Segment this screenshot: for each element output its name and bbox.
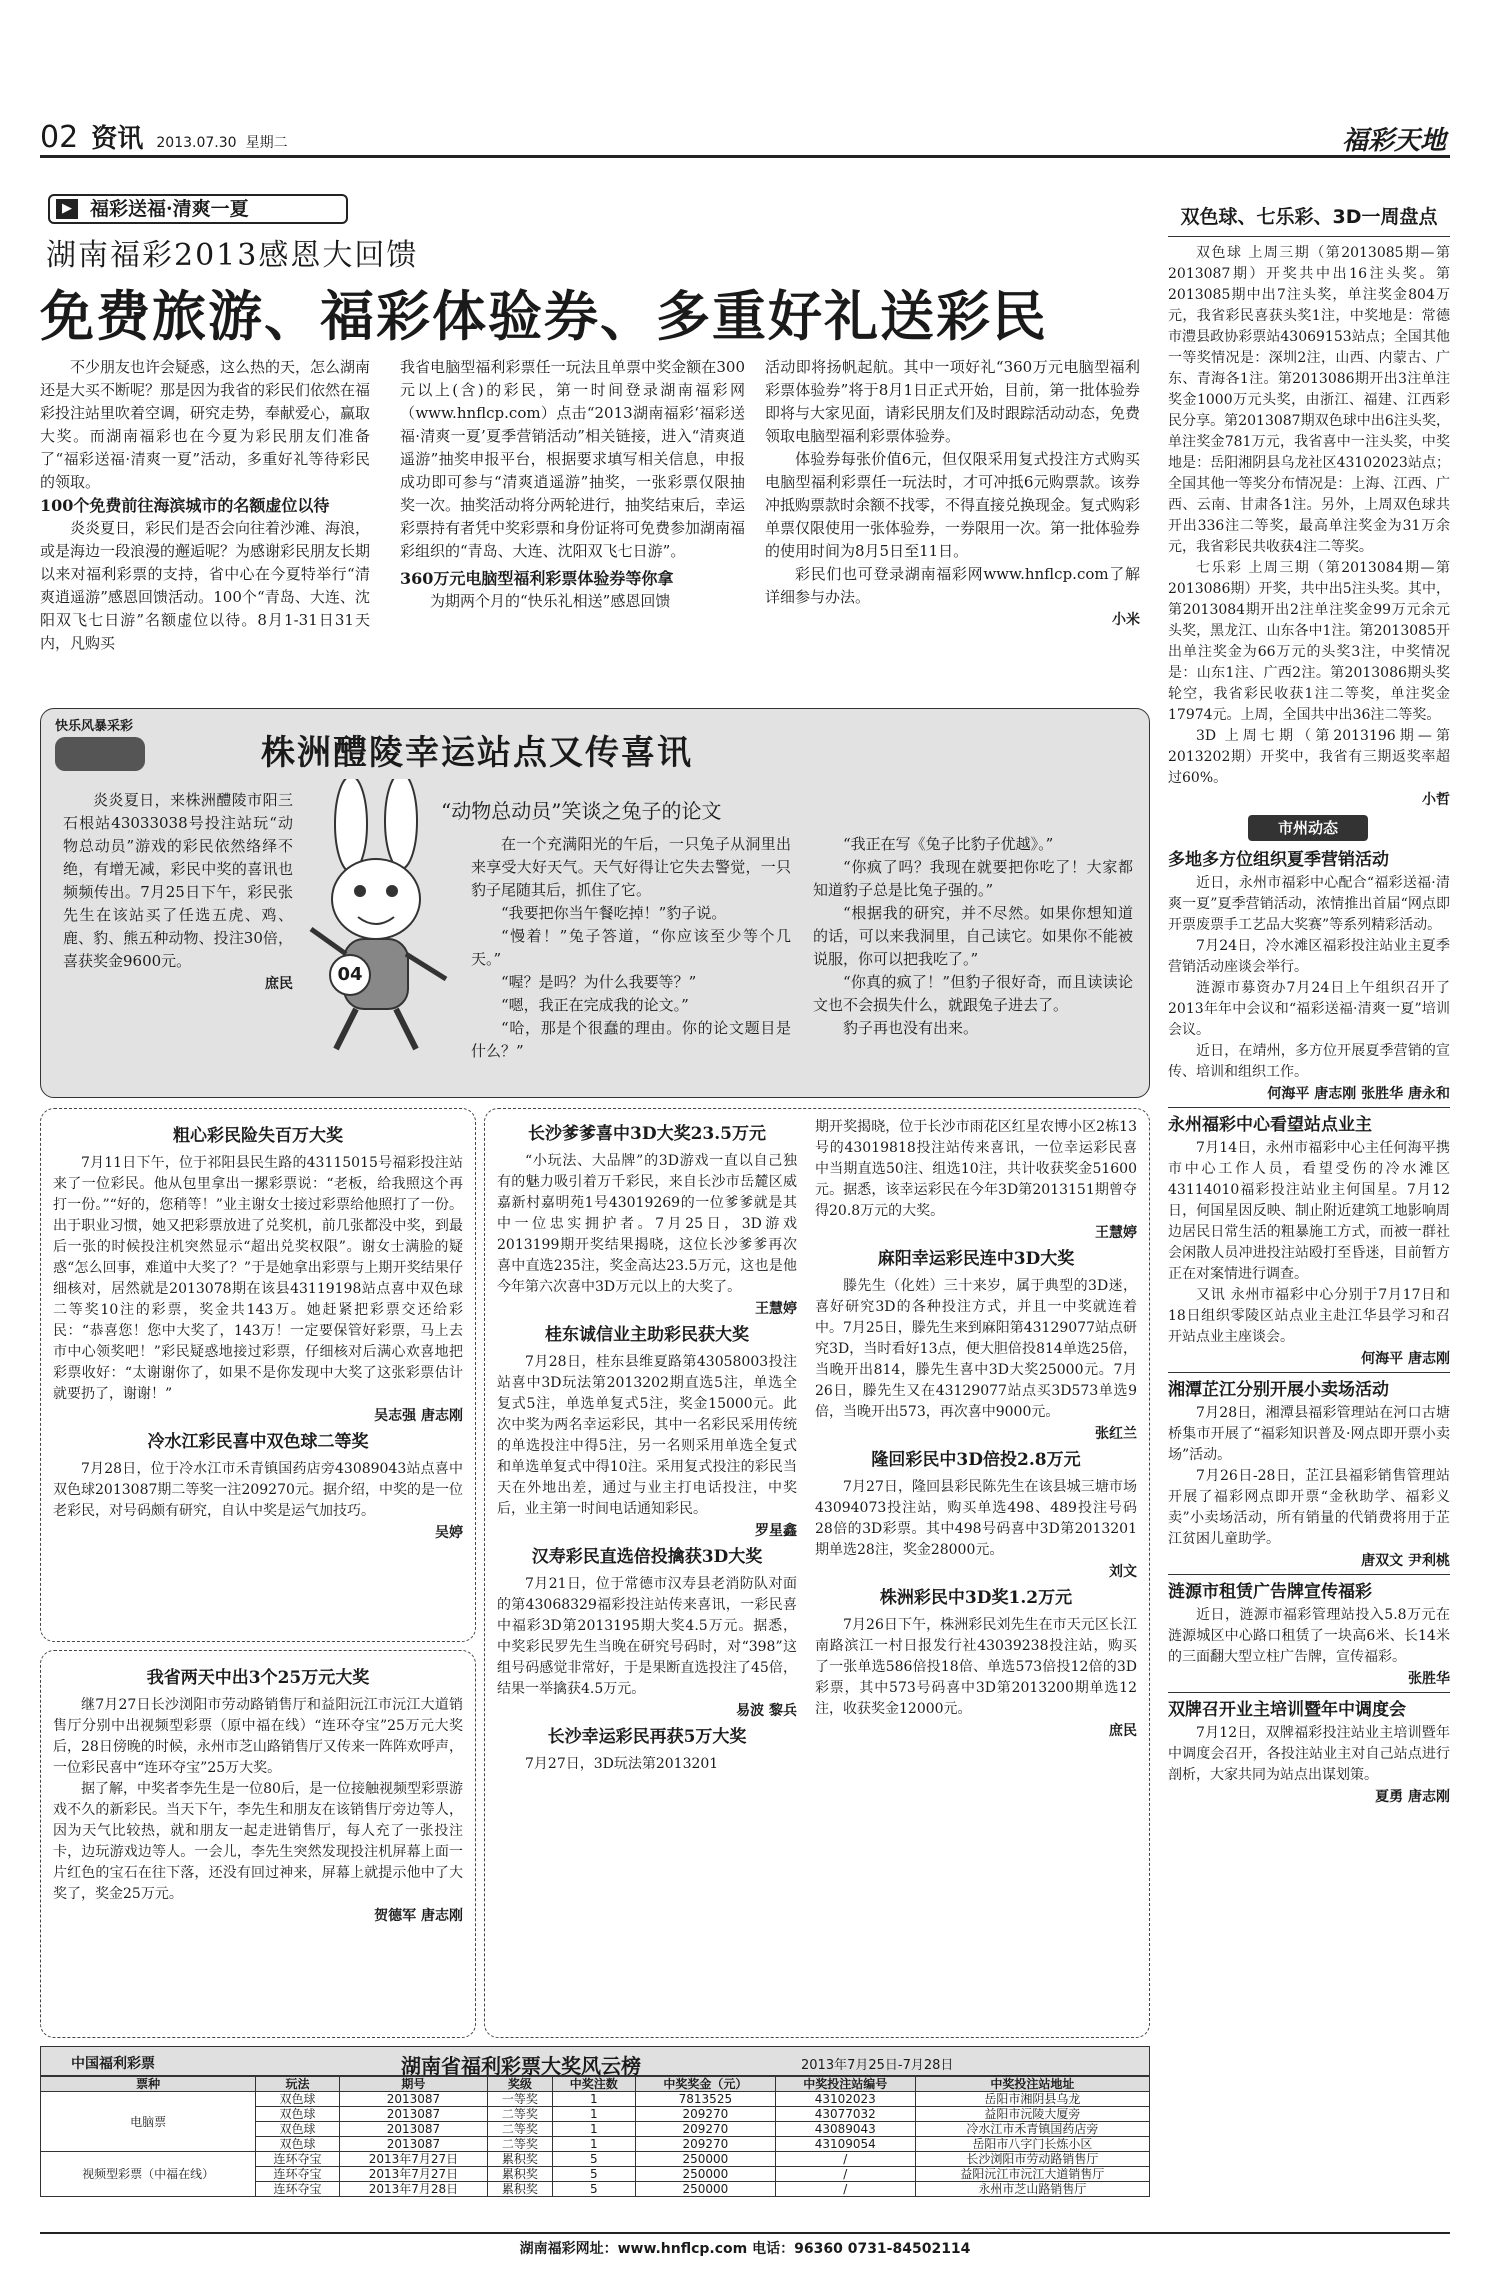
table-cell: 7813525 (635, 2092, 775, 2107)
article-para: 7月26日下午，株洲彩民刘先生在市天元区长江南路滨江一村日报发行社43039238投注站，购买了一张单选586倍投18倍、单选573倍投12倍的3D彩票，其中573号码喜中3D第2013200期单选12注，收获奖金12000元。 (815, 1617, 1137, 1717)
table-cell: 5 (552, 2167, 635, 2182)
feature-tag: 快乐风暴采彩 (55, 719, 134, 734)
table-cell: 43089043 (775, 2122, 915, 2137)
article-title: 麻阳幸运彩民连中3D大奖 (877, 1249, 1075, 1269)
sidebar-para: 7月14日，永州市福彩中心主任何海平携市中心工作人员，看望受伤的冷水滩区43114010福彩投注站业主何国星。7月12日，何国星因反映、制止附近建筑工地影响周边居民日常生活的粗暴施工方式，而被一群社会闲散人员冲进投注站殴打至昏迷，目前暂方正在对案情进行调查。 (1168, 1140, 1450, 1282)
table-cell: 43077032 (775, 2107, 915, 2122)
article-title: 汉寿彩民直选倍投擒获3D大奖 (531, 1547, 763, 1567)
promo-col1-para2: 炎炎夏日，彩民们是否会向往着沙滩、海浪，或是海边一段浪漫的邂逅呢？为感谢彩民朋友长期以来对福利彩票的支持，省中心在今夏特举行“清爽逍遥游”感恩回馈活动。100个“青岛、大连、沈阳双飞七日游”名额虚位以待。8月1-31日31天内，凡购买 (40, 519, 371, 652)
table-cell: 一等奖 (488, 2092, 552, 2107)
article-title: 我省两天中出3个25万元大奖 (146, 1668, 370, 1688)
table-cell: 1 (552, 2137, 635, 2152)
article-para: 7月21日，位于常德市汉寿县老消防队对面的第43068329福彩投注站传来喜讯，一彩民喜中福彩3D第2013195期大奖4.5万元。据悉，中奖彩民罗先生当晚在研究号码时，对“398”这组号码感觉非常好，于是果断直选投注了45倍，结果一举擒获4.5万元。 (497, 1576, 797, 1697)
sidebar-title: 双牌召开业主培训暨年中调度会 (1168, 1700, 1406, 1720)
issue-date: 2013.07.30 (156, 135, 237, 151)
sidebar-para: 近日，涟源市福彩管理站投入5.8万元在涟源城区中心路口租赁了一块高6米、长14米的三面翻大型立柱广告牌，宣传福彩。 (1168, 1607, 1450, 1665)
table-cell: 长沙浏阳市劳动路销售厅 (915, 2152, 1149, 2167)
table-date-range: 2013年7月25日-7月28日 (801, 2058, 954, 2073)
sidebar-author: 小哲 (1422, 792, 1450, 808)
promo-author: 小米 (1112, 612, 1140, 628)
article-para: 7月28日，位于冷水江市禾青镇国药店旁43089043站点喜中双色球2013087期二等奖一注209270元。据介绍，中奖的是一位老彩民，对号码颇有研究，自认中奖是运气加技巧。 (53, 1461, 463, 1519)
story-para: “我正在写《兔子比豹子优越》。” (843, 835, 1054, 853)
table-cell: 209270 (635, 2107, 775, 2122)
table-cell: / (775, 2182, 915, 2197)
ticket-type-cell: 视频型彩票（中福在线） (41, 2152, 256, 2197)
table-cell: 连环夺宝 (256, 2167, 339, 2182)
news-box-3d (484, 1108, 1150, 2038)
weekday: 星期二 (245, 135, 288, 151)
story-para: “哈，那是个很蠢的理由。你的论文题目是什么？” (471, 1019, 791, 1060)
promo-col2-para2: 为期两个月的“快乐礼相送”感恩回馈 (430, 592, 671, 610)
article-para: 7月28日，桂东县维夏路第43058003投注站喜中3D玩法第2013202期直选5注，单选全复式5注，单选单复式5注，奖金15000元。此次中奖为两名幸运彩民，其中一名彩民采用传统的单选投注中得5注，另一名则采用单选全复式和单选单复式中得10注。采用复式投注的彩民当天在外地出差，通过与业主打电话投注，中奖后，业主第一时间电话通知彩民。 (497, 1354, 797, 1517)
table-title: 湖南省福利彩票大奖风云榜 (401, 2054, 641, 2078)
table-cell: 5 (552, 2152, 635, 2167)
article-para: 7月27日，3D玩法第2013201 (525, 1756, 719, 1772)
sidebar-para: 7月24日，冷水滩区福彩投注站业主夏季营销活动座谈会举行。 (1168, 938, 1450, 975)
table-cell: 209270 (635, 2137, 775, 2152)
story-para: “你疯了吗？我现在就要把你吃了！大家都知道豹子总是比兔子强的。” (813, 858, 1133, 899)
table-cell: 二等奖 (488, 2137, 552, 2152)
sidebar-author: 何海平 唐志刚 张胜华 唐永和 (1267, 1086, 1450, 1102)
table-cell: 2013087 (339, 2092, 487, 2107)
sidebar-para: 7月26日-28日，芷江县福彩销售管理站开展了福彩网点即开票“金秋助学、福彩义卖”小卖场活动，所有销量的代销费将用于芷江贫困儿童助学。 (1168, 1468, 1450, 1547)
table-cell: 双色球 (256, 2092, 339, 2107)
table-cell: 双色球 (256, 2107, 339, 2122)
col-header: 玩法 (256, 2077, 339, 2092)
promo-col3-para: 活动即将扬帆起航。其中一项好礼“360万元电脑型福利彩票体验券”将于8月1日正式开始，目前，第一批体验券即将与大家见面，请彩民朋友们及时跟踪活动动态，免费领取电脑型福利彩票体验券。 (765, 358, 1141, 445)
promo-title: 免费旅游、福彩体验券、多重好礼送彩民 (40, 284, 1048, 348)
story-para: “嗯，我正在完成我的论文。” (501, 996, 689, 1014)
story-para: “我要把你当午餐吃掉！”豹子说。 (501, 904, 727, 922)
zhuzhou-left-para: 炎炎夏日，来株洲醴陵市阳三石根站43033038号投注站玩“动物总动员”游戏的彩民依然络绎不绝，有增无减，彩民中奖的喜讯也频频传出。7月25日下午，彩民张先生在该站买了任选五虎、鸡、鹿、豹、熊五种动物、投注30倍，喜获奖金9600元。 (63, 791, 293, 970)
article-title: 冷水江彩民喜中双色球二等奖 (147, 1432, 369, 1452)
sidebar-para: 又讯 永州市福彩中心分别于7月17日和18日组织零陵区站点业主赴江华县学习和召开站点业主座谈会。 (1168, 1287, 1450, 1345)
table-cell: 岳阳市八字门长炼小区 (915, 2137, 1149, 2152)
table-cell: 双色球 (256, 2137, 339, 2152)
masthead-logo: 福彩天地 (1341, 126, 1446, 156)
sidebar-author: 唐双文 尹利桃 (1361, 1553, 1450, 1569)
table-cell: 2013年7月28日 (339, 2182, 487, 2197)
page-number: 02 (40, 120, 79, 155)
article-para: 7月11日下午，位于祁阳县民生路的43115015号福彩投注站来了一位彩民。他从包里拿出一摞彩票说：“老板，给我照这个再打一份。”“好的，您稍等！”业主谢女士接过彩票给他照打了一份。出于职业习惯，她又把彩票放进了兑奖机，前几张都没中奖，到最后一张的时候投注机突然显示“超出兑奖权限”。谢女士满脸的疑惑“怎么回事，难道中大奖了？”于是她拿出彩票与上期开奖结果仔细核对，居然就是2013078期在该县43119198站点喜中双色球二等奖10注的彩票，奖金共143万。她赶紧把彩票交还给彩民：“恭喜您！您中大奖了，143万！一定要保管好彩票，马上去市中心领奖吧！”彩民疑惑地接过彩票，仔细核对后满心欢喜地把彩票收好：“太谢谢你了，如果不是你发现中大奖了这张彩票估计就要扔了，谢谢！” (53, 1155, 463, 1402)
story-para: “喔？是吗？为什么我要等？” (501, 973, 697, 991)
table-cell: 累积奖 (488, 2182, 552, 2197)
article-title: 长沙幸运彩民再获5万大奖 (547, 1727, 747, 1747)
promo-article (40, 190, 1150, 690)
table-cell: 1 (552, 2092, 635, 2107)
page-footer: 湖南福彩网址：www.hnflcp.com 电话：96360 0731-84502114 (40, 2232, 1450, 2258)
table-cell: 1 (552, 2122, 635, 2137)
promo-col2-para: 我省电脑型福利彩票任一玩法且单票中奖金额在300元以上(含)的彩民，第一时间登录湖南福彩网（www.hnflcp.com）点击“2013湖南福彩‘福彩送福·清爽一夏’夏季营销活动”相关链接，进入“清爽逍遥游”抽奖申报平台，根据要求填写相关信息，申报成功即可参与“清爽逍遥游”抽奖，一张彩票仅限抽奖一次。抽奖活动将分两轮进行，抽奖结束后，幸运彩票持有者凭中奖彩票和身份证将可免费参加湖南福彩组织的“青岛、大连、沈阳双飞七日游”。 (400, 358, 746, 560)
table-cell: 2013年7月27日 (339, 2152, 487, 2167)
right-sidebar (1168, 198, 1450, 2078)
col-header: 中奖投注站地址 (915, 2077, 1149, 2092)
table-cell: 岳阳市湘阴县乌龙 (915, 2092, 1149, 2107)
table-cell: 209270 (635, 2122, 775, 2137)
article-title: 桂东诚信业主助彩民获大奖 (545, 1325, 749, 1345)
article-author: 易波 黎兵 (736, 1703, 797, 1719)
city-news-band: 市州动态 (1248, 815, 1368, 841)
article-author: 吴志强 唐志刚 (374, 1408, 463, 1424)
article-author: 庶民 (1109, 1723, 1137, 1739)
sidebar-author: 夏勇 唐志刚 (1375, 1789, 1450, 1805)
story-para: “你真的疯了！”但豹子很好奇，而且读读论文也不会损失什么，就跟兔子进去了。 (813, 973, 1133, 1014)
zhuzhou-subtitle: “动物总动员”笑谈之兔子的论文 (441, 799, 722, 823)
sidebar-para: 7月12日，双牌福彩投注站业主培训暨年中调度会召开，各投注站业主对自己站点进行剖析，大家共同为站点出谋划策。 (1168, 1725, 1450, 1783)
promo-col3-para3: 彩民们也可登录湖南福彩网www.hnflcp.com了解详细参与办法。 (765, 565, 1140, 606)
table-cell: 益阳沅江市沅江大道销售厅 (915, 2167, 1149, 2182)
table-cell: 二等奖 (488, 2122, 552, 2137)
story-para: 在一个充满阳光的午后，一只兔子从洞里出来享受大好天气。天气好得让它失去警觉，一只豹子尾随其后，抓住了它。 (471, 835, 791, 899)
article-title: 株洲彩民中3D奖1.2万元 (879, 1588, 1073, 1608)
col-header: 期号 (339, 2077, 487, 2092)
jackpot-table-section (40, 2046, 1150, 2206)
promo-banner: ▶ 福彩送福·清爽一夏 (48, 194, 348, 224)
table-cell: 250000 (635, 2167, 775, 2182)
table-cell: 累积奖 (488, 2167, 552, 2182)
col-header: 中奖投注站编号 (775, 2077, 915, 2092)
sidebar-title: 涟源市租赁广告牌宣传福彩 (1168, 1582, 1372, 1602)
table-cell: 2013087 (339, 2137, 487, 2152)
article-title: 隆回彩民中3D倍投2.8万元 (871, 1450, 1081, 1470)
ticket-type-cell: 电脑票 (41, 2092, 256, 2152)
table-cell: 2013087 (339, 2122, 487, 2137)
sidebar-title: 湘潭芷江分别开展小卖场活动 (1168, 1380, 1389, 1400)
article-title: 长沙爹爹喜中3D大奖23.5万元 (528, 1124, 766, 1144)
story-para: “慢着！”兔子答道，“你应该至少等个几天。” (471, 927, 791, 968)
promo-col3-para2: 体验券每张价值6元，但仅限采用复式投注方式购买电脑型福利彩票任一玩法时，才可冲抵6元购票款。该券冲抵购票款时余额不找零，不得直接兑换现金。复式购彩单票仅限使用一张体验券，一券限用一次。第一批体验券的使用时间为8月5日至11日。 (765, 450, 1141, 560)
promo-subtitle: 湖南福彩2013感恩大回馈 (46, 238, 419, 273)
article-author: 罗星鑫 (755, 1523, 797, 1539)
table-cell: 250000 (635, 2152, 775, 2167)
article-author: 刘文 (1109, 1564, 1137, 1580)
article-author: 吴婷 (435, 1525, 463, 1541)
promo-col1-para: 不少朋友也许会疑惑，这么热的天，怎么湖南还是大买不断呢？那是因为我省的彩民们依然在福彩投注站里吹着空调，研究走势，奉献爱心，赢取大奖。而湖南福彩也在今夏为彩民朋友们准备了“福彩送福·清爽一夏”活动，多重好礼等待彩民的领取。 (40, 358, 371, 491)
article-para: 滕先生（化姓）三十来岁，属于典型的3D迷，喜好研究3D的各种投注方式，并且一中奖就连着中。7月25日，滕先生来到麻阳第43129077站点研究3D，当时看好13点，便大胆倍投814单选25倍，当晚开出814，滕先生喜中3D大奖25000元。7月26日，滕先生又在43129077站点买3D573单选9倍，当晚开出573，再次喜中9000元。 (815, 1278, 1137, 1420)
table-cell: / (775, 2152, 915, 2167)
col-header: 中奖注数 (552, 2077, 635, 2092)
promo-col2-head: 360万元电脑型福利彩票体验券等你拿 (400, 569, 674, 588)
table-row (41, 2152, 1150, 2167)
col-header: 中奖奖金（元） (635, 2077, 775, 2092)
table-cell: 1 (552, 2107, 635, 2122)
sidebar-title: 多地多方位组织夏季营销活动 (1168, 850, 1389, 870)
rabbit-illustration (296, 779, 456, 1059)
zhuzhou-title: 株洲醴陵幸运站点又传喜讯 (261, 733, 693, 773)
table-cell: 2013年7月27日 (339, 2167, 487, 2182)
feature-tag-logo (55, 737, 145, 771)
table-cell: 累积奖 (488, 2152, 552, 2167)
table-cell: 益阳市沅陵大厦旁 (915, 2107, 1149, 2122)
sidebar-para: 7月28日，湘潭县福彩管理站在河口古塘桥集市开展了“福彩知识普及·网点即开票小卖场”活动。 (1168, 1405, 1450, 1463)
news-box-a (40, 1108, 476, 1642)
table-cell: 43102023 (775, 2092, 915, 2107)
zhuzhou-feature (40, 708, 1150, 1098)
table-cell: 永州市芝山路销售厅 (915, 2182, 1149, 2197)
table-cell: 二等奖 (488, 2107, 552, 2122)
sidebar-para: 近日，在靖州，多方位开展夏季营销的宣传、培训和组织工作。 (1168, 1043, 1450, 1080)
col-header: 票种 (41, 2077, 256, 2092)
section-title: 资讯 (91, 124, 144, 154)
story-para: 豹子再也没有出来。 (843, 1019, 979, 1037)
sidebar-title: 永州福彩中心看望站点业主 (1168, 1115, 1372, 1135)
table-cell: 双色球 (256, 2122, 339, 2137)
sidebar-author: 何海平 唐志刚 (1361, 1351, 1450, 1367)
sidebar-para: 近日，永州市福彩中心配合“福彩送福·清爽一夏”夏季营销活动，浓情推出首届“网点即开票废票手工艺品大奖赛”等系列精彩活动。 (1168, 875, 1450, 933)
article-para: 据了解，中奖者李先生是一位80后，是一位接触视频型彩票游戏不久的新彩民。当天下午，李先生和朋友在该销售厅旁边等人，因为天气比较热，就和朋友一起走进销售厅，每人充了一张投注卡，边玩游戏边等人。一会儿，李先生突然发现投注机屏幕上面一片红色的宝石在往下落，还没有回过神来，屏幕上就提示他中了大奖了，奖金25万元。 (53, 1781, 463, 1902)
table-cell: / (775, 2167, 915, 2182)
page-header (40, 118, 1450, 158)
sidebar-para: 七乐彩 上周三期（第2013084期—第2013086期）开奖，共中出5注头奖。其中，第2013084期开出2注单注奖金99万元余元头奖，黑龙江、山东各中1注。第2013085开出单注奖金为66万元的头奖3注，中奖情况是：山东1注、广西2注。第2013086期头奖轮空，我省彩民收获1注二等奖，单注奖金17974元。上周，全国共中出36注二等奖。 (1168, 560, 1450, 723)
table-cell: 5 (552, 2182, 635, 2197)
article-para: 继7月27日长沙浏阳市劳动路销售厅和益阳沅江市沅江大道销售厅分别中出视频型彩票（原中福在线）“连环夺宝”25万元大奖后，28日傍晚的时候，永州市芝山路销售厅又传来一阵阵欢呼声，一位彩民喜中“连环夺宝”25万大奖。 (53, 1697, 463, 1776)
table-row (41, 2092, 1150, 2107)
table-cell: 冷水江市禾青镇国药店旁 (915, 2122, 1149, 2137)
play-icon: ▶ (56, 199, 78, 219)
article-para: 期开奖揭晓，位于长沙市雨花区红星农博小区2栋13号的43019818投注站传来喜讯，一位幸运彩民喜中当期直选50注、组选10注，共计收获奖金51600元。据悉，该幸运彩民在今年3D第2013151期曾夺得20.8万元的大奖。 (815, 1119, 1137, 1219)
article-author: 张红兰 (1095, 1426, 1137, 1442)
news-box-a2 (40, 1650, 476, 2038)
promo-col1-head: 100个免费前往海滨城市的名额虚位以待 (40, 496, 330, 515)
sidebar-para: 双色球 上周三期（第2013085期—第2013087期）开奖共中出16注头奖。第2013085期中出7注头奖，单注奖金804万元，我省彩民喜获头奖1注，中奖地是：常德市澧县政协彩票站43069153站点；全国其他一等奖情况是：深圳2注，山西、内蒙古、广东、青海各1注。第2013086期开出3注单注奖金1000万元头奖，由浙江、福建、江西彩民分享。第2013087期双色球中出6注头奖，单注奖金781万元，我省喜中一注头奖，中奖地是：岳阳湘阴县乌龙社区43102023站点；全国其他一等奖分布情况是：上海、江西、广西、云南、甘肃各1注。另外，上周双色球共开出336注二等奖，最高单注奖金为31万余元，我省彩民共收获4注二等奖。 (1168, 245, 1450, 555)
jackpot-table (40, 2076, 1150, 2197)
welfare-lottery-logo: 中国福利彩票 (71, 2056, 155, 2072)
sidebar-para: 3D 上周七期（第2013196期—第2013202期）开奖中，我省有三期返奖率超过60%。 (1168, 728, 1450, 786)
article-author: 王慧婷 (755, 1301, 797, 1317)
table-cell: 连环夺宝 (256, 2182, 339, 2197)
sidebar-para: 涟源市募资办7月24日上午组织召开了2013年年中会议和“福彩送福·清爽一夏”培训会议。 (1168, 980, 1450, 1038)
table-cell: 43109054 (775, 2137, 915, 2152)
badge-number: 04 (329, 954, 371, 996)
article-para: 7月27日，隆回县彩民陈先生在该县城三塘市场43094073投注站，购买单选498、489投注号码28倍的3D彩票。其中498号码喜中3D第2013201期单选28注，奖金28000元。 (815, 1479, 1137, 1558)
story-para: “根据我的研究，并不尽然。如果你想知道的话，可以来我洞里，自己读它。如果你不能被说服，你可以把我吃了。” (813, 904, 1133, 968)
table-cell: 连环夺宝 (256, 2152, 339, 2167)
table-cell: 2013087 (339, 2107, 487, 2122)
sidebar-author: 张胜华 (1408, 1671, 1450, 1687)
sidebar-title: 双色球、七乐彩、3D一周盘点 (1168, 198, 1450, 237)
article-para: “小玩法、大品牌”的3D游戏一直以自己独有的魅力吸引着万千彩民，来自长沙市岳麓区威嘉新村嘉明苑1号43019269的一位爹爹就是其中一位忠实拥护者。7月25日，3D游戏2013199期开奖结果揭晓，这位长沙爹爹再次喜中直选235注，奖金高达23.5万元，这也是他今年第六次喜中3D万元以上的大奖了。 (497, 1153, 797, 1295)
zhuzhou-left-author: 庶民 (265, 976, 293, 992)
table-cell: 250000 (635, 2182, 775, 2197)
col-header: 奖级 (488, 2077, 552, 2092)
article-author: 贺德军 唐志刚 (374, 1908, 463, 1924)
article-title: 粗心彩民险失百万大奖 (173, 1126, 343, 1146)
article-author: 王慧婷 (1095, 1225, 1137, 1241)
